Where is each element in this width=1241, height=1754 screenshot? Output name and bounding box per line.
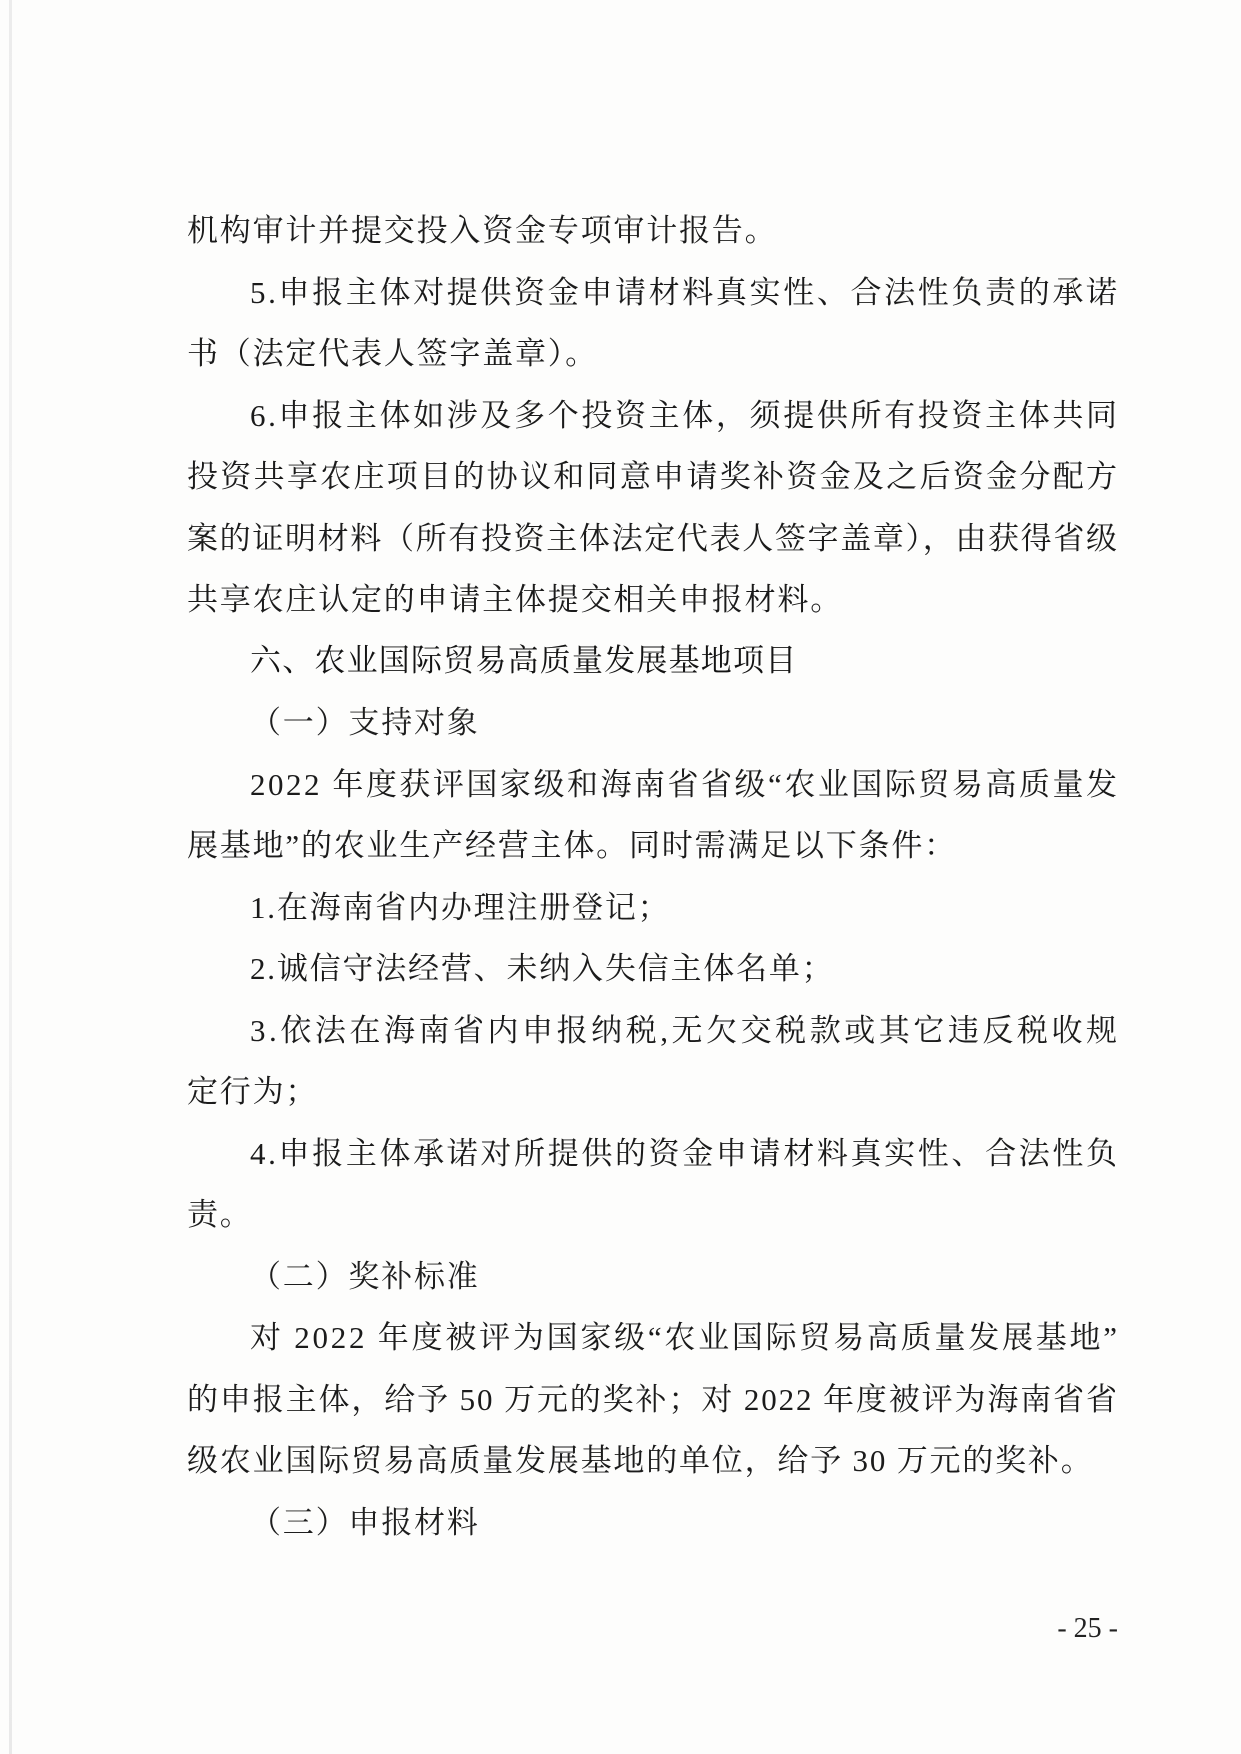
- condition-2-line: 2.诚信守法经营、未纳入失信主体名单；: [250, 951, 835, 986]
- condition-1-line: 1.在海南省内办理注册登记；: [250, 889, 671, 925]
- section-6-heading: 六、农业国际贸易高质量发展基地项目: [250, 642, 798, 679]
- item-6-line-1: 6.申报主体如涉及多个投资主体，须提供所有投资主体共同: [250, 397, 1120, 433]
- item-5-line-2: 书（法定代表人签字盖章）。: [187, 336, 598, 371]
- condition-3-line-1: 3.依法在海南省内申报纳税,无欠交税款或其它违反税收规: [250, 1012, 1121, 1048]
- item-6-line-4: 共享农庄认定的申请主体提交相关申报材料。: [187, 582, 843, 617]
- item-4-end-line: 机构审计并提交投入资金专项审计报告。: [187, 213, 778, 248]
- support-targets-intro-line-1: 2022 年度获评国家级和海南省省级“农业国际贸易高质量发: [250, 766, 1120, 802]
- document-body: [187, 200, 1121, 1553]
- condition-3-line-2: 定行为；: [187, 1074, 319, 1109]
- item-6-line-3: 案的证明材料（所有投资主体法定代表人签字盖章），由获得省级: [187, 520, 1119, 556]
- reward-standard-line-2: 的申报主体，给予 50 万元的奖补；对 2022 年度被评为海南省省: [187, 1381, 1119, 1417]
- reward-standard-line-3: 级农业国际贸易高质量发展基地的单位，给予 30 万元的奖补。: [187, 1443, 1094, 1478]
- support-targets-heading: （一）支持对象: [250, 705, 480, 740]
- reward-standard-heading: （二）奖补标准: [250, 1258, 480, 1294]
- support-targets-intro-line-2: 展基地”的农业生产经营主体。同时需满足以下条件：: [187, 828, 957, 863]
- scan-edge-shadow: [9, 0, 12, 1754]
- reward-standard-line-1: 对 2022 年度被评为国家级“农业国际贸易高质量发展基地”: [250, 1320, 1120, 1355]
- item-6-line-2: 投资共享农庄项目的协议和同意申请奖补资金及之后资金分配方: [187, 459, 1120, 494]
- condition-4-line-1: 4.申报主体承诺对所提供的资金申请材料真实性、合法性负: [250, 1135, 1120, 1171]
- page-number: - 25 -: [1057, 1613, 1118, 1644]
- condition-4-line-2: 责。: [187, 1197, 253, 1232]
- item-5-line-1: 5.申报主体对提供资金申请材料真实性、合法性负责的承诺: [250, 274, 1120, 310]
- application-materials-heading: （三）申报材料: [250, 1504, 480, 1540]
